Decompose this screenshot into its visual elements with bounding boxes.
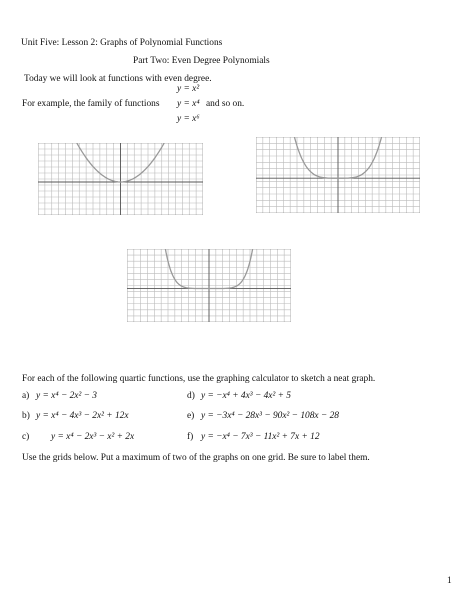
problem-c-expression: y = x⁴ − 2x³ − x² + 2x (51, 432, 135, 442)
graph-x-fourth (256, 137, 420, 213)
lesson-title: Unit Five: Lesson 2: Graphs of Polynomial Functions (21, 38, 223, 48)
problem-b-expression: y = x⁴ − 4x³ − 2x² + 12x (36, 411, 129, 421)
problem-b-label: b) (22, 411, 30, 421)
graph-canvas-x-squared (38, 143, 203, 215)
problem-c-label: c) (22, 432, 30, 442)
graph-canvas-x-fourth (256, 137, 420, 213)
problem-d-label: d) (187, 391, 195, 401)
family-tail-text: and so on. (206, 99, 245, 109)
graph-canvas-x-sixth (127, 249, 291, 322)
part-title: Part Two: Even Degree Polynomials (133, 56, 270, 66)
closing-text: Use the grids below. Put a maximum of two of the graphs on one grid. Be sure to label them. (22, 453, 370, 463)
intro-text: Today we will look at functions with even degree. (24, 74, 212, 84)
equation-x4: y = x⁴ (177, 99, 200, 109)
equation-x2: y = x² (177, 84, 200, 94)
problem-a-label: a) (22, 391, 30, 401)
problem-e-label: e) (187, 411, 195, 421)
problem-e-expression: y = −3x⁴ − 28x³ − 90x² − 108x − 28 (201, 411, 339, 421)
problem-f-expression: y = −x⁴ − 7x³ − 11x² + 7x + 12 (201, 432, 320, 442)
problem-a-expression: y = x⁴ − 2x² − 3 (36, 391, 97, 401)
problem-f-label: f) (187, 432, 194, 442)
graph-x-squared (38, 143, 203, 215)
problem-d-expression: y = −x⁴ + 4x³ − 4x² + 5 (201, 391, 291, 401)
equation-x6: y = x⁶ (177, 114, 200, 124)
graph-x-sixth (127, 249, 291, 322)
page-number: 1 (447, 576, 452, 586)
family-lead-text: For example, the family of functions (22, 99, 160, 109)
instructions-text: For each of the following quartic functions, use the graphing calculator to sketch a neat graph. (22, 374, 376, 384)
